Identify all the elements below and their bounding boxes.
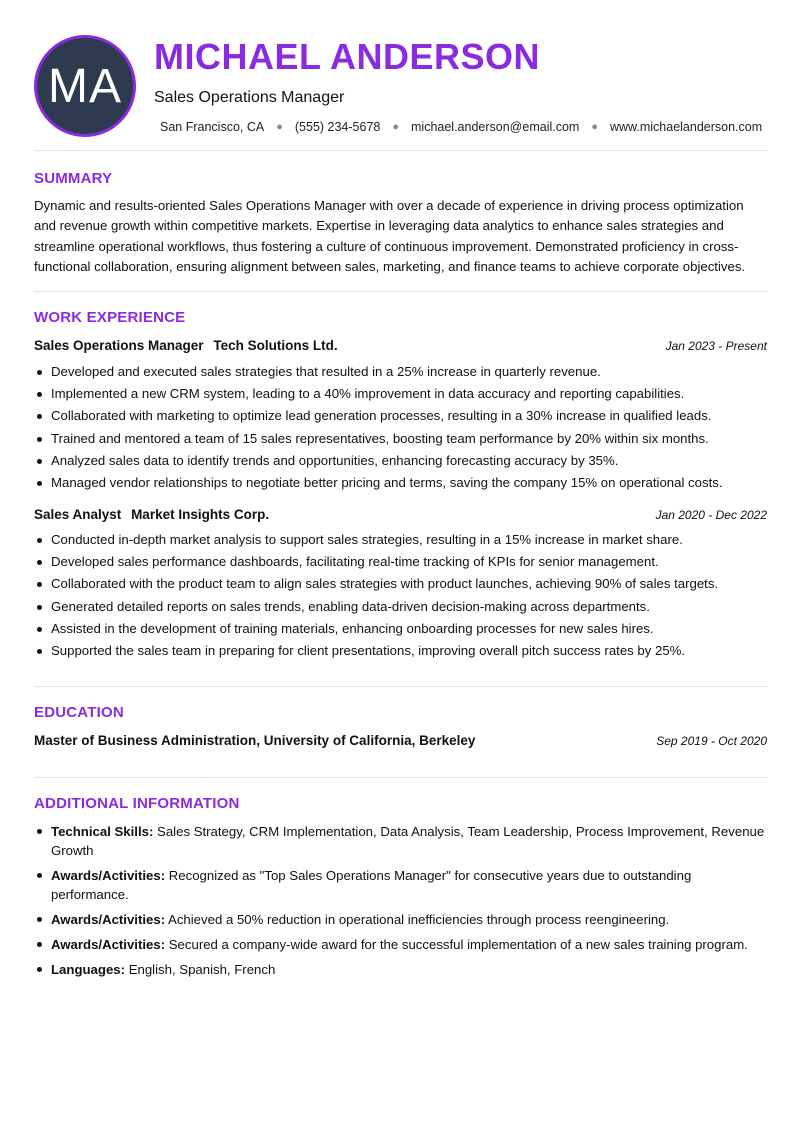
item-label: Languages: (51, 962, 126, 977)
list-item (34, 960, 767, 979)
divider (34, 150, 767, 151)
list-item: Supported the sales team in preparing for client presentations, improving overall pitch success rates by 25%. (34, 640, 767, 662)
job-title: Sales Operations Manager (34, 338, 204, 353)
list-item: Collaborated with the product team to align sales strategies with product launches, achieving 90% of sales targets. (34, 573, 767, 595)
list-item (34, 910, 767, 929)
job-dates: Jan 2023 - Present (665, 339, 767, 353)
item-text: Recognized as "Top Sales Operations Manager" for consecutive years due to outstanding performance. (51, 868, 692, 902)
job-title: Sales Analyst (34, 507, 122, 522)
item-label: Technical Skills: (51, 824, 154, 839)
separator-dot-icon: ● (392, 121, 400, 133)
additional-list (34, 822, 767, 985)
list-item: Managed vendor relationships to negotiate better pricing and terms, saving the company 15% on operational costs. (34, 472, 767, 494)
avatar-initials: MA (48, 59, 122, 113)
contact-line (160, 120, 762, 134)
divider (34, 291, 767, 292)
item-text: Sales Strategy, CRM Implementation, Data Analysis, Team Leadership, Process Improvement, Revenue Growth (51, 824, 765, 858)
item-text: Achieved a 50% reduction in operational inefficiencies through process reengineering. (168, 912, 670, 927)
list-item (34, 866, 767, 904)
contact-website[interactable]: www.michaelanderson.com (610, 120, 763, 134)
additional-heading: ADDITIONAL INFORMATION (34, 795, 240, 812)
divider (34, 686, 767, 687)
job-header (34, 507, 767, 522)
candidate-role: Sales Operations Manager (154, 89, 345, 106)
list-item (34, 822, 767, 860)
summary-heading: SUMMARY (34, 170, 113, 187)
contact-location: San Francisco, CA (160, 120, 265, 134)
list-item: Developed sales performance dashboards, facilitating real-time tracking of KPIs for senior management. (34, 551, 767, 573)
contact-phone[interactable]: (555) 234-5678 (294, 120, 381, 134)
list-item: Generated detailed reports on sales trends, enabling data-driven decision-making across departments. (34, 596, 767, 618)
divider (34, 777, 767, 778)
job-bullets (34, 361, 767, 494)
experience-heading: WORK EXPERIENCE (34, 309, 186, 326)
education-entry (34, 733, 767, 748)
job-title-line (34, 507, 269, 522)
contact-email[interactable]: michael.anderson@email.com (411, 120, 580, 134)
item-text: English, Spanish, French (128, 962, 276, 977)
summary-text: Dynamic and results-oriented Sales Operations Manager with over a decade of experience in driving process optimization and revenue growth within competitive markets. Expertise in leveraging data analytics to enhance sales strategies and streamline operational workflows, thus fostering a culture of continuous improvement. Demonstrated proficiency in cross-functional collaboration, ensuring alignment between sales, marketing, and finance teams to achieve corporate objectives. (34, 198, 746, 274)
job-dates: Jan 2020 - Dec 2022 (655, 508, 767, 522)
job-header (34, 338, 767, 353)
list-item: Assisted in the development of training materials, enhancing onboarding processes for new sales hires. (34, 618, 767, 640)
item-label: Awards/Activities: (51, 937, 166, 952)
list-item: Developed and executed sales strategies that resulted in a 25% increase in quarterly revenue. (34, 361, 767, 383)
item-text: Secured a company-wide award for the successful implementation of a new sales training program. (168, 937, 748, 952)
job-bullets (34, 529, 767, 662)
education-dates: Sep 2019 - Oct 2020 (656, 734, 767, 748)
list-item: Implemented a new CRM system, leading to a 40% improvement in data accuracy and reporting capabilities. (34, 383, 767, 405)
separator-dot-icon: ● (276, 121, 283, 133)
list-item: Conducted in-depth market analysis to support sales strategies, resulting in a 15% increase in market share. (34, 529, 767, 551)
education-heading: EDUCATION (34, 704, 124, 721)
candidate-name: MICHAEL ANDERSON (154, 36, 541, 77)
job-company: Tech Solutions Ltd. (213, 338, 338, 353)
list-item: Analyzed sales data to identify trends and opportunities, enhancing forecasting accuracy by 35%. (34, 450, 767, 472)
item-label: Awards/Activities: (51, 912, 166, 927)
job-title-line (34, 338, 338, 353)
avatar (34, 35, 136, 137)
item-label: Awards/Activities: (51, 868, 166, 883)
separator-dot-icon: ● (591, 121, 598, 133)
education-degree: Master of Business Administration, University of California, Berkeley (34, 733, 476, 748)
list-item (34, 935, 767, 954)
job-company: Market Insights Corp. (131, 507, 270, 522)
list-item: Collaborated with marketing to optimize lead generation processes, resulting in a 30% increase in qualified leads. (34, 405, 767, 427)
list-item: Trained and mentored a team of 15 sales representatives, boosting team performance by 20% within six months. (34, 428, 767, 450)
